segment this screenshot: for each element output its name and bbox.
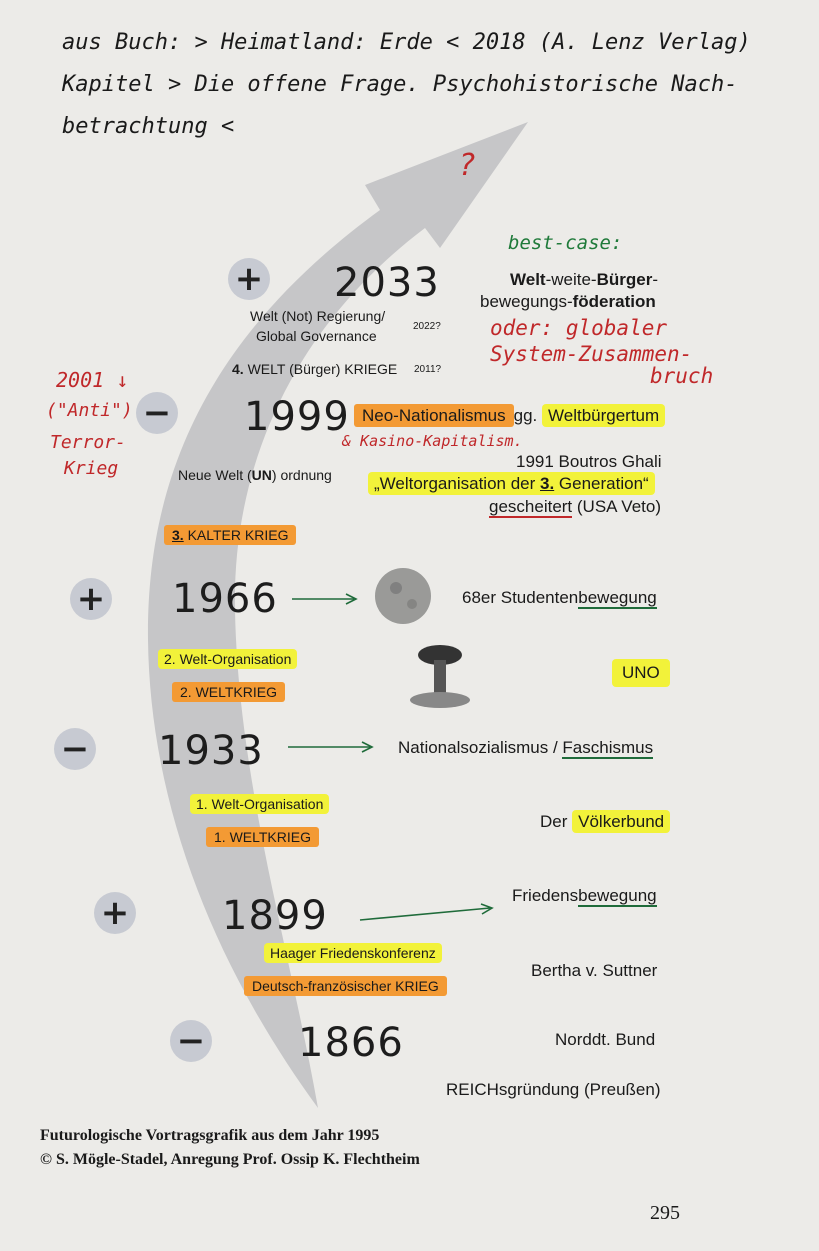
nationalsozialismus: Nationalsozialismus / Faschismus	[398, 738, 654, 757]
weltorganisation-3-gen: „Weltorganisation der 3. Generation“	[368, 474, 655, 494]
year-1966: 1966	[172, 576, 278, 622]
wk1-badge: 1. WELTKRIEG	[206, 827, 319, 847]
note-2022: 2022?	[413, 321, 441, 332]
org1-badge: 1. Welt-Organisation	[190, 794, 329, 814]
year-1933: 1933	[158, 728, 264, 774]
reichsgruendung: REICHsgründung (Preußen)	[446, 1080, 661, 1099]
alt-line3: bruch	[650, 364, 714, 388]
studentenbewegung: 68er Studentenbewegung	[462, 588, 657, 607]
anti-terror-l3: Krieg	[64, 458, 119, 479]
handwritten-note-line2: Kapitel > Die offene Frage. Psychohistorische Nach-	[62, 72, 738, 97]
friedensbewegung: Friedensbewegung	[512, 886, 657, 905]
best-case-line1: Welt-weite-Bürger-	[510, 270, 658, 289]
question-mark: ?	[458, 148, 477, 183]
norddt-bund: Norddt. Bund	[555, 1030, 656, 1049]
wk2-badge: 2. WELTKRIEG	[172, 682, 285, 702]
boutros-ghali: 1991 Boutros Ghali	[516, 452, 662, 471]
plus-sign-1966: +	[70, 578, 112, 620]
anti-terror-l2: Terror-	[50, 432, 126, 453]
plus-sign-2033: +	[228, 258, 270, 300]
haager-badge: Haager Friedenskonferenz	[264, 943, 442, 963]
voelkerbund: Der Völkerbund	[540, 812, 670, 832]
neue-welt-ordnung: Neue Welt (UN) ordnung	[178, 467, 332, 483]
alt-line1: oder: globaler	[490, 316, 668, 340]
kalter-krieg-badge: 3. KALTER KRIEG	[164, 525, 296, 545]
year-1866: 1866	[298, 1020, 404, 1066]
welt-kriege: 4. WELT (Bürger) KRIEGE	[232, 361, 398, 377]
dfk-badge: Deutsch-französischer KRIEG	[244, 976, 447, 996]
neo-nationalismus-line: Neo-Nationalismus gg. Weltbürgertum	[354, 406, 665, 426]
handwritten-note-line1: aus Buch: > Heimatland: Erde < 2018 (A. Lenz Verlag)	[62, 30, 751, 55]
uno-badge: UNO	[612, 659, 670, 687]
global-governance: Global Governance	[256, 328, 377, 344]
footer-line1: Futurologische Vortragsgrafik aus dem Jahr 1995	[40, 1127, 380, 1144]
handwritten-note-line3: betrachtung <	[62, 114, 235, 139]
plus-sign-1899: +	[94, 892, 136, 934]
alt-line2: System-Zusammen-	[490, 342, 693, 366]
anti-terror-l1: ("Anti")	[46, 400, 133, 421]
gescheitert-line: gescheitert (USA Veto)	[489, 497, 661, 516]
best-case-line2: bewegungs-föderation	[480, 292, 656, 311]
kasino-note: & Kasino-Kapitalism.	[342, 432, 523, 450]
page-number: 295	[650, 1202, 680, 1224]
best-case-label: best-case:	[508, 232, 623, 254]
year-1999: 1999	[244, 394, 350, 440]
minus-sign-1866: −	[170, 1020, 212, 1062]
welt-regierung: Welt (Not) Regierung/	[250, 308, 386, 324]
footer-line2: © S. Mögle-Stadel, Anregung Prof. Ossip K. Flechtheim	[40, 1151, 420, 1168]
org2-badge: 2. Welt-Organisation	[158, 649, 297, 669]
minus-sign-1999: −	[136, 392, 178, 434]
minus-sign-1933: −	[54, 728, 96, 770]
suttner: Bertha v. Suttner	[531, 961, 658, 980]
anti-terror-year: 2001 ↓	[56, 368, 129, 392]
year-2033: 2033	[334, 260, 440, 306]
year-1899: 1899	[222, 893, 328, 939]
note-2011: 2011?	[414, 364, 442, 375]
